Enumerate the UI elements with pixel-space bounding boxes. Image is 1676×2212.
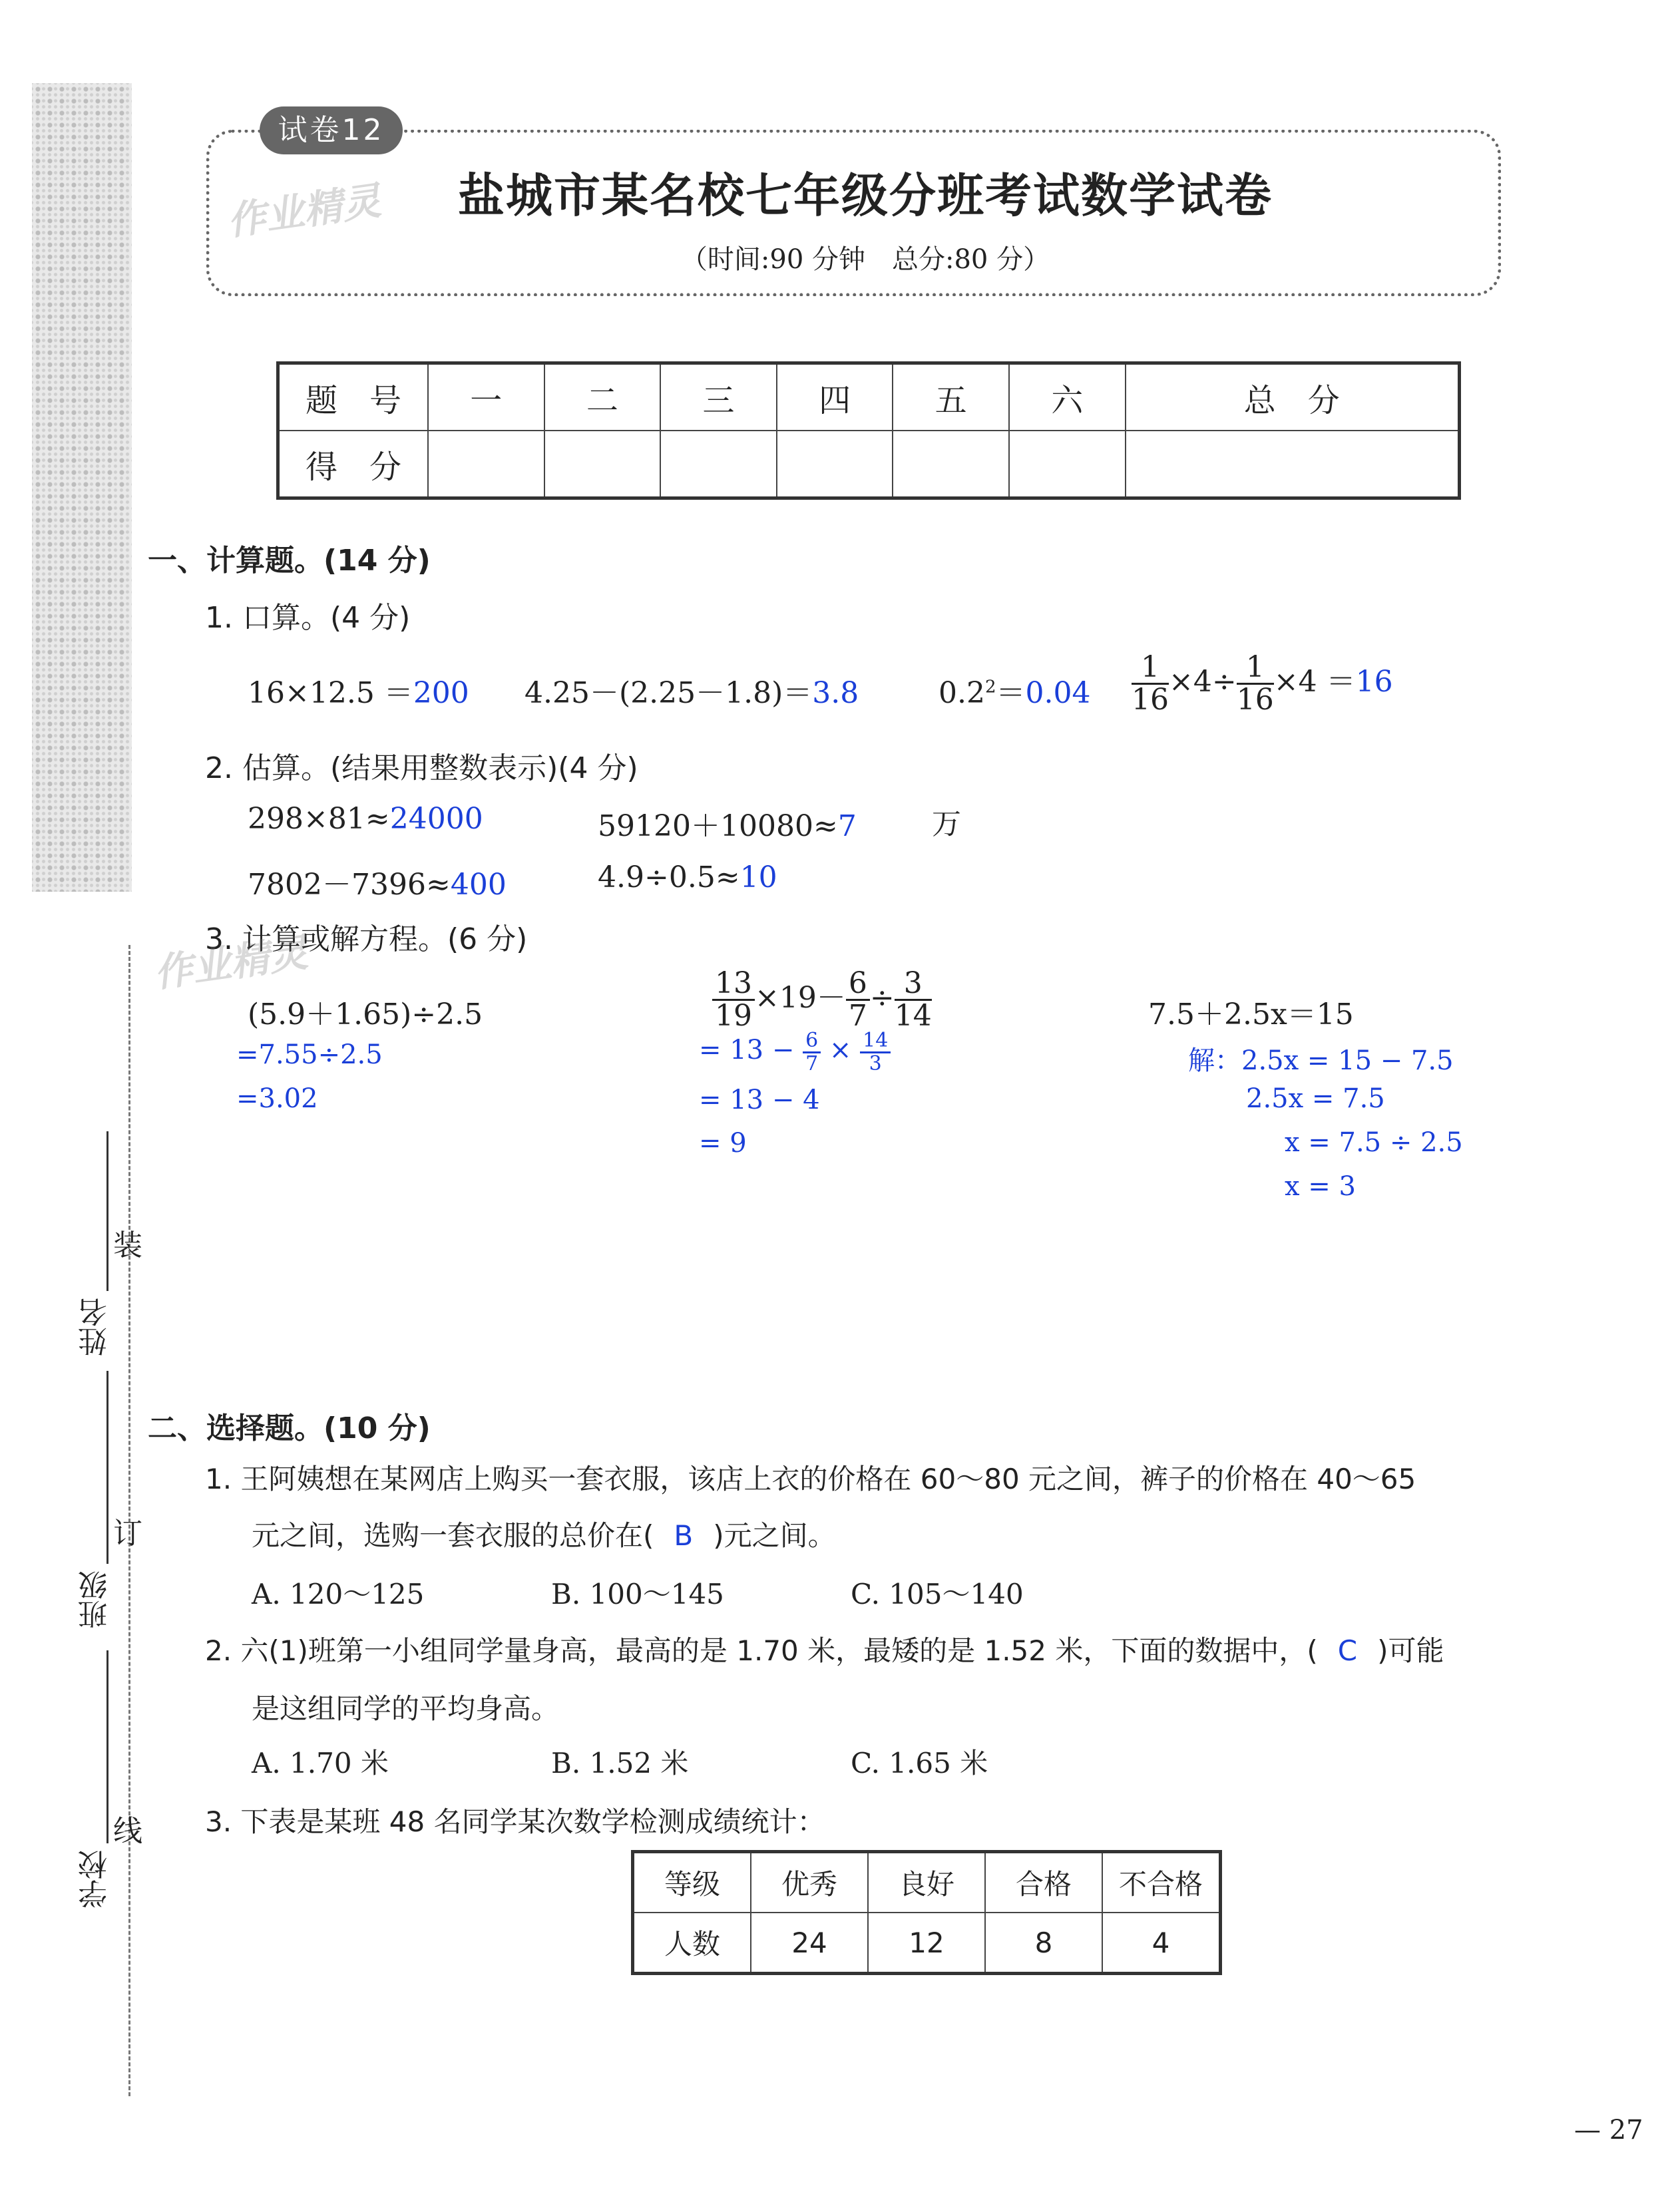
choice-question-2: 2. 六(1)班第一小组同学量身高，最高的是 1.70 米，最矮的是 1.52 米，下面的数据中，( C )可能 xyxy=(205,1634,1444,1667)
calc-b-step: = 13 − 4 xyxy=(699,1085,820,1115)
mental-calc-a: 16×12.5 ＝200 xyxy=(248,676,469,710)
watermark: 作业精灵 xyxy=(151,930,311,996)
table-cell: 总 分 xyxy=(1126,363,1460,431)
question-label: 1. 口算。(4 分) xyxy=(205,601,411,635)
table-cell: 8 xyxy=(985,1913,1102,1974)
score-input-cell[interactable] xyxy=(1126,431,1460,498)
grade-stats-table xyxy=(631,1850,1222,1975)
table-cell: 优秀 xyxy=(751,1852,868,1913)
option-a: A. 120～125 xyxy=(252,1578,425,1610)
estimate-d: 4.9÷0.5≈10 xyxy=(598,860,777,894)
estimate-unit: 万 xyxy=(932,807,961,841)
mental-calc-b: 4.25－(2.25－1.8)＝3.8 xyxy=(524,676,859,710)
calc-a: (5.9＋1.65)÷2.5 xyxy=(248,998,483,1031)
calc-b-step: = 13 − $\frac{6}{7}$ × $\frac{14}{3}$ xyxy=(699,1030,891,1074)
table-row xyxy=(633,1852,1221,1913)
score-input-cell[interactable] xyxy=(777,431,893,498)
table-cell: 等级 xyxy=(633,1852,751,1913)
equation-step: 解：2.5x = 15 − 7.5 xyxy=(1188,1045,1454,1076)
watermark: 作业精灵 xyxy=(224,178,384,244)
score-input-cell[interactable] xyxy=(428,431,544,498)
table-row xyxy=(278,363,1460,431)
calc-a-step: =3.02 xyxy=(236,1083,318,1114)
table-cell: 一 xyxy=(428,363,544,431)
score-input-cell[interactable] xyxy=(1009,431,1126,498)
option-b: B. 1.52 米 xyxy=(551,1747,689,1779)
estimate-a: 298×81≈24000 xyxy=(248,802,483,836)
class-label: 班级 xyxy=(79,1570,112,1629)
score-input-cell[interactable] xyxy=(893,431,1009,498)
question-label: 2. 估算。(结果用整数表示)(4 分) xyxy=(205,751,638,785)
table-row xyxy=(278,431,1460,498)
binding-mark: 装 xyxy=(113,1228,142,1262)
table-cell: 六 xyxy=(1009,363,1126,431)
table-cell: 五 xyxy=(893,363,1009,431)
name-field[interactable] xyxy=(106,1131,108,1291)
page-number: — 27 xyxy=(1574,2115,1643,2145)
option-a: A. 1.70 米 xyxy=(252,1747,389,1779)
table-cell: 合格 xyxy=(985,1852,1102,1913)
school-label: 学校 xyxy=(79,1850,112,1909)
mental-calc-d: $\frac{1}{16}$ ×4÷ $\frac{1}{16}$ ×4 ＝16 xyxy=(1132,650,1393,717)
equation-step: 2.5x = 7.5 xyxy=(1246,1083,1385,1114)
table-cell: 题 号 xyxy=(278,363,429,431)
estimate-c: 7802－7396≈400 xyxy=(248,868,507,902)
table-cell: 不合格 xyxy=(1102,1852,1221,1913)
table-cell: 人数 xyxy=(633,1913,751,1974)
table-cell: 三 xyxy=(660,363,777,431)
table-cell: 12 xyxy=(868,1913,985,1974)
table-row xyxy=(633,1913,1221,1974)
exam-badge: 试卷12 xyxy=(260,106,403,154)
name-label: 姓名 xyxy=(79,1298,112,1356)
table-cell: 四 xyxy=(777,363,893,431)
choice-question-1-line2: 元之间，选购一套衣服的总价在( B )元之间。 xyxy=(252,1519,836,1552)
school-field[interactable] xyxy=(106,1650,108,1843)
table-cell: 得 分 xyxy=(278,431,429,498)
score-input-cell[interactable] xyxy=(544,431,661,498)
estimate-b: 59120＋10080≈7 xyxy=(598,809,857,843)
binding-mark: 订 xyxy=(113,1517,142,1551)
equation: 7.5＋2.5x＝15 xyxy=(1148,998,1354,1031)
page-title: 盐城市某名校七年级分班考试数学试卷 xyxy=(458,168,1273,223)
binding-mark: 线 xyxy=(113,1814,142,1848)
page-subtitle: （时间:90 分钟 总分:80 分） xyxy=(680,244,1050,275)
mental-calc-c: $0.2^2=0.04$ xyxy=(939,676,1091,710)
score-table xyxy=(276,361,1461,500)
question-label: 3. 计算或解方程。(6 分) xyxy=(205,922,528,956)
table-cell: 良好 xyxy=(868,1852,985,1913)
calc-b-step: = 9 xyxy=(699,1128,747,1159)
table-cell: 二 xyxy=(544,363,661,431)
choice-question-1: 1. 王阿姨想在某网店上购买一套衣服，该店上衣的价格在 60～80 元之间，裤子的价格在 40～65 xyxy=(205,1463,1416,1495)
score-input-cell[interactable] xyxy=(660,431,777,498)
option-c: C. 1.65 米 xyxy=(851,1747,988,1779)
option-c: C. 105～140 xyxy=(851,1578,1024,1610)
class-field[interactable] xyxy=(106,1371,108,1564)
table-cell: 4 xyxy=(1102,1913,1221,1974)
choice-question-2-line2: 是这组同学的平均身高。 xyxy=(252,1692,560,1725)
section-heading: 二、选择题。(10 分) xyxy=(148,1411,431,1445)
table-cell: 24 xyxy=(751,1913,868,1974)
calc-a-step: =7.55÷2.5 xyxy=(236,1039,383,1070)
equation-step: x = 7.5 ÷ 2.5 xyxy=(1285,1127,1463,1158)
decorative-side-pattern xyxy=(32,83,132,892)
choice-question-3: 3. 下表是某班 48 名同学某次数学检测成绩统计： xyxy=(205,1805,825,1838)
equation-step: x = 3 xyxy=(1285,1171,1356,1202)
option-b: B. 100～145 xyxy=(551,1578,724,1610)
calc-b: $\frac{13}{19}$ ×19－ $\frac{6}{7}$ ÷ $\frac{3}{14}$ xyxy=(712,968,932,1031)
section-heading: 一、计算题。(14 分) xyxy=(148,544,431,578)
